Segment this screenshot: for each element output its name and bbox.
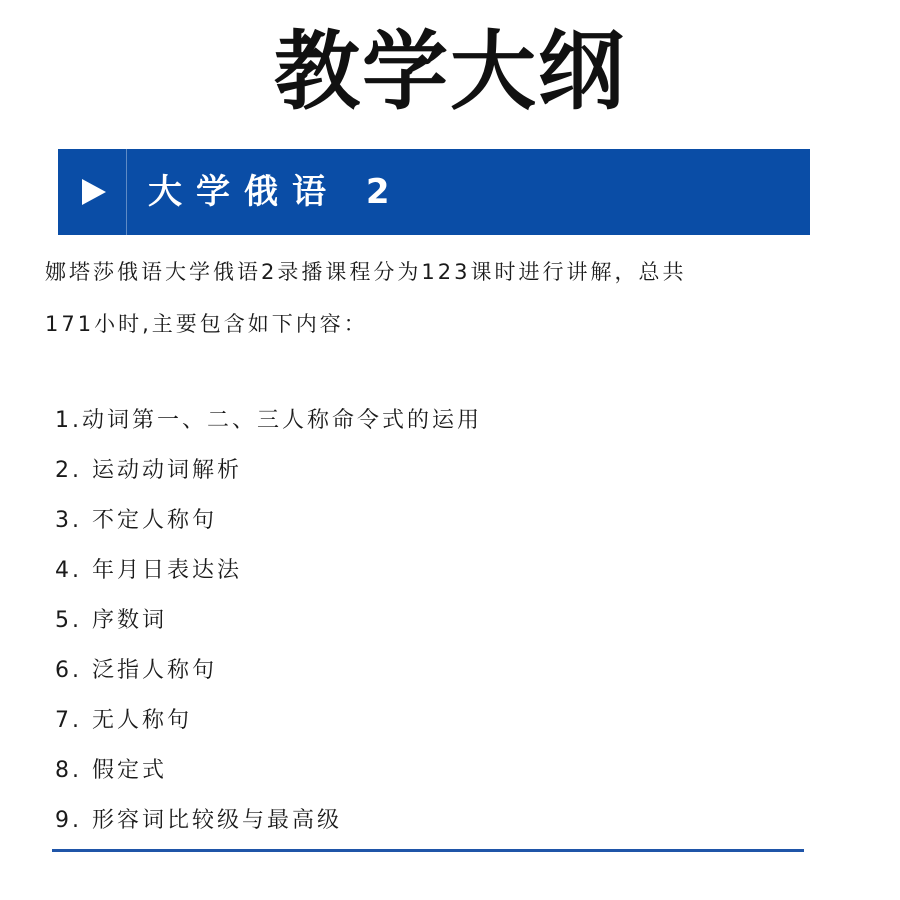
topic-item: 9. 形容词比较级与最高级	[55, 808, 342, 833]
topic-item: 7. 无人称句	[55, 708, 192, 733]
bottom-divider	[52, 849, 804, 852]
topic-item: 4. 年月日表达法	[55, 558, 242, 583]
banner-icon-box	[58, 149, 127, 235]
page-title: 教学大纲	[274, 22, 626, 122]
topic-item: 8. 假定式	[55, 758, 167, 783]
section-title: 大学俄语 2	[148, 172, 404, 212]
intro-line-1: 娜塔莎俄语大学俄语2录播课程分为123课时进行讲解，总共	[45, 260, 687, 284]
topic-list	[55, 396, 482, 846]
topic-item: 6. 泛指人称句	[55, 658, 217, 683]
topic-item: 2. 运动动词解析	[55, 458, 242, 483]
topic-item: 1.动词第一、二、三人称命令式的运用	[55, 408, 482, 433]
section-banner	[58, 149, 810, 235]
intro-line-2: 171小时,主要包含如下内容：	[45, 312, 368, 336]
play-triangle-icon	[82, 179, 106, 205]
intro-paragraph	[45, 246, 805, 350]
topic-item: 3. 不定人称句	[55, 508, 217, 533]
topic-item: 5. 序数词	[55, 608, 167, 633]
